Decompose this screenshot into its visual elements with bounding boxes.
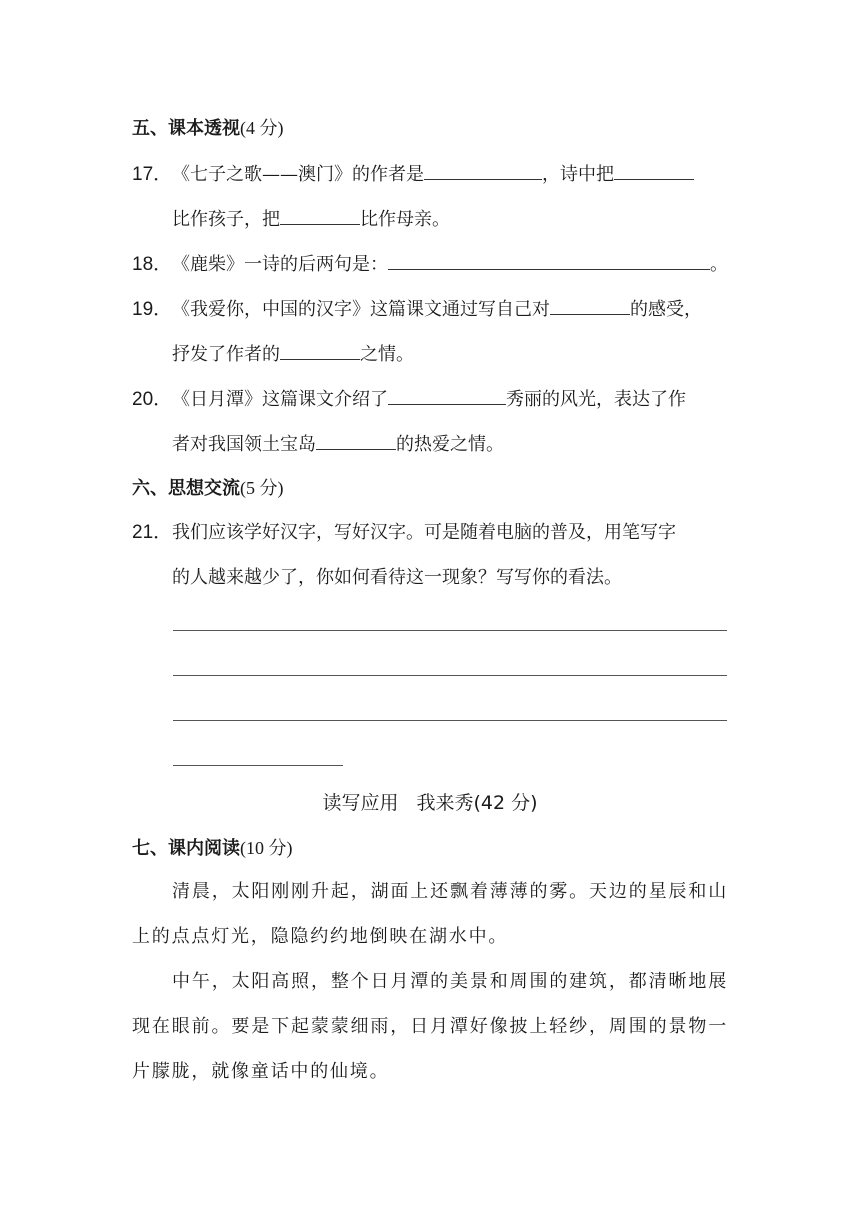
- question-21-cont: 的人越来越少了，你如何看待这一现象？写写你的看法。: [172, 567, 622, 588]
- question-17-cont: 比作孩子，把 比作母亲。: [172, 206, 450, 232]
- answer-blank[interactable]: [388, 386, 506, 405]
- answer-blank[interactable]: [550, 296, 630, 315]
- question-19-cont: 抒发了作者的 之情。: [172, 341, 414, 367]
- question-number: 20．: [132, 389, 173, 410]
- question-19: 19．《我爱你，中国的汉字》这篇课文通过写自己对 的感受，: [132, 296, 702, 322]
- question-20-cont: 者对我国领土宝岛 的热爱之情。: [172, 431, 504, 457]
- answer-writing-line[interactable]: [173, 675, 727, 676]
- question-number: 21．: [132, 522, 173, 543]
- question-21: 21．我们应该学好汉字，写好汉字。可是随着电脑的普及，用笔写字: [132, 522, 676, 543]
- answer-blank[interactable]: [280, 341, 360, 360]
- answer-writing-line[interactable]: [173, 765, 343, 766]
- answer-blank[interactable]: [424, 161, 542, 180]
- answer-blank[interactable]: [388, 251, 710, 270]
- reading-paragraph-1: 清晨，太阳刚刚升起，湖面上还飘着薄薄的雾。天边的星辰和山上的点点灯光，隐隐约约地倒映在湖水中。: [132, 881, 728, 947]
- answer-blank[interactable]: [614, 161, 694, 180]
- part-title: 读写应用 我来秀(42 分): [322, 792, 538, 814]
- question-20: 20．《日月潭》这篇课文介绍了 秀丽的风光，表达了作: [132, 386, 686, 412]
- section-7-title: 七、课内阅读(10 分): [132, 838, 293, 859]
- section-5-title: 五、课本透视(4 分): [132, 118, 284, 139]
- answer-writing-line[interactable]: [173, 630, 727, 631]
- answer-blank[interactable]: [316, 431, 396, 450]
- question-number: 17．: [132, 164, 173, 185]
- question-number: 18．: [132, 254, 173, 275]
- question-18: 18．《鹿柴》一诗的后两句是： 。: [132, 251, 728, 277]
- question-17: 17．《七子之歌——澳门》的作者是 ，诗中把: [132, 161, 694, 187]
- section-6-title: 六、思想交流(5 分): [132, 478, 284, 499]
- reading-paragraph-2: 中午，太阳高照，整个日月潭的美景和周围的建筑，都清晰地展现在眼前。要是下起蒙蒙细雨，日月潭好像披上轻纱，周围的景物一片朦胧，就像童话中的仙境。: [132, 971, 728, 1082]
- answer-blank[interactable]: [280, 206, 360, 225]
- answer-writing-line[interactable]: [173, 720, 727, 721]
- question-number: 19．: [132, 299, 173, 320]
